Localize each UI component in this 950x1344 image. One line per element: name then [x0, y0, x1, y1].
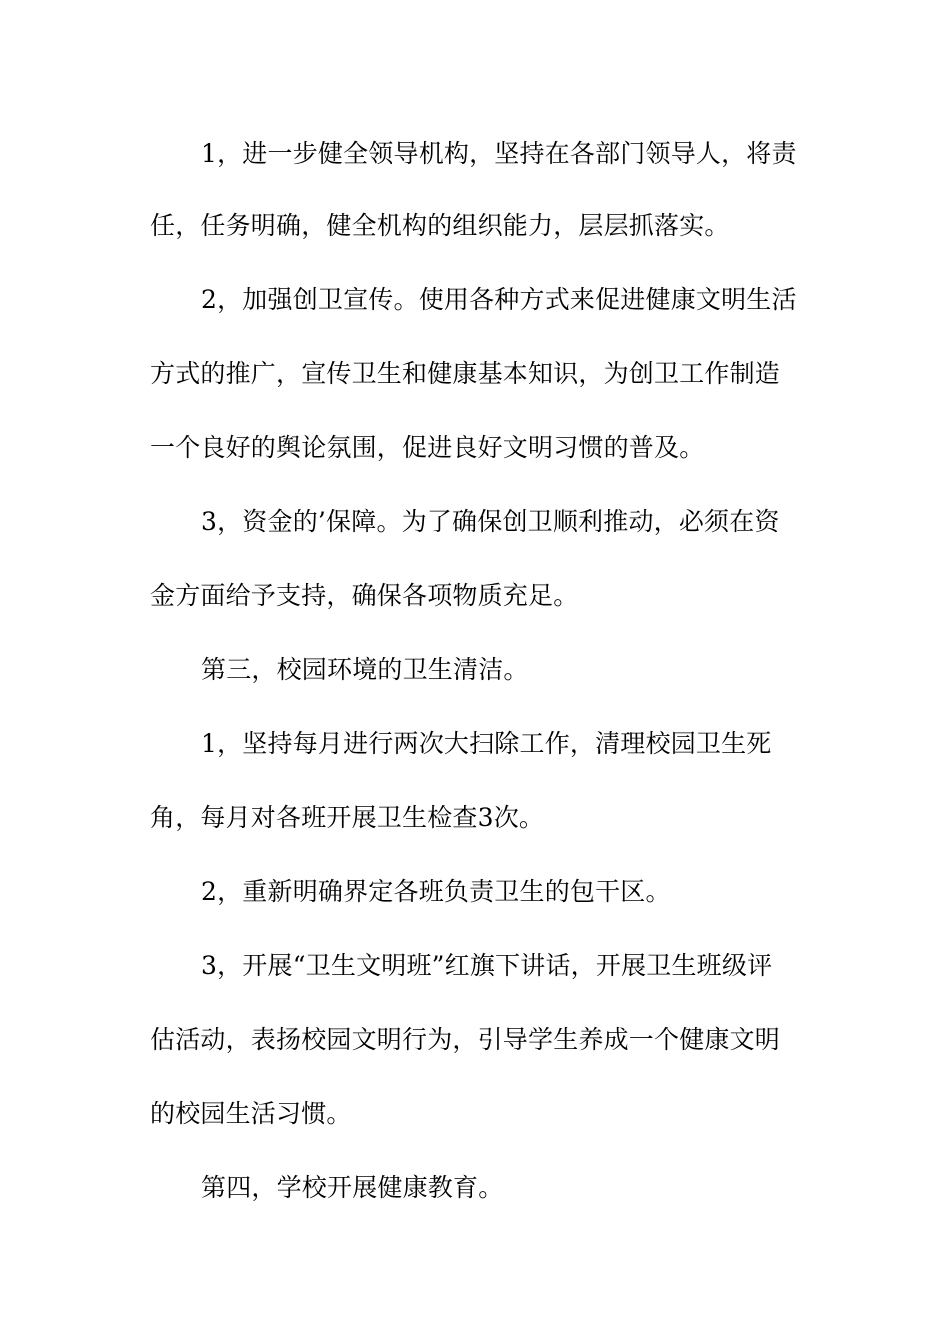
paragraph-line: 一个良好的舆论氛围，促进良好文明习惯的普及。: [150, 433, 705, 462]
paragraph-line: 估活动，表扬校园文明行为，引导学生养成一个健康文明: [150, 1025, 781, 1054]
paragraph-line: 角，每月对各班开展卫生检查3次。: [150, 803, 545, 832]
paragraph-line: 任，任务明确，健全机构的组织能力，层层抓落实。: [150, 211, 730, 240]
section-heading: 第四，学校开展健康教育。: [201, 1173, 504, 1202]
paragraph-line: 金方面给予支持，确保各项物质充足。: [150, 581, 579, 610]
paragraph-line: 3，资金的’保障。为了确保创卫顺利推动，必须在资: [201, 507, 780, 536]
paragraph-line: 2，加强创卫宣传。使用各种方式来促进健康文明生活: [201, 285, 797, 314]
paragraph-line: 方式的推广，宣传卫生和健康基本知识，为创卫工作制造: [150, 359, 781, 388]
paragraph-line: 的校园生活习惯。: [150, 1099, 352, 1128]
paragraph-line: 1，坚持每月进行两次大扫除工作，清理校园卫生死: [201, 729, 772, 758]
paragraph-line: 1，进一步健全领导机构，坚持在各部门领导人，将责: [201, 139, 797, 168]
paragraph-line: 2，重新明确界定各班负责卫生的包干区。: [201, 877, 671, 906]
paragraph-line: 3，开展“卫生文明班”红旗下讲话，开展卫生班级评: [201, 951, 773, 980]
section-heading: 第三，校园环境的卫生清洁。: [201, 655, 529, 684]
